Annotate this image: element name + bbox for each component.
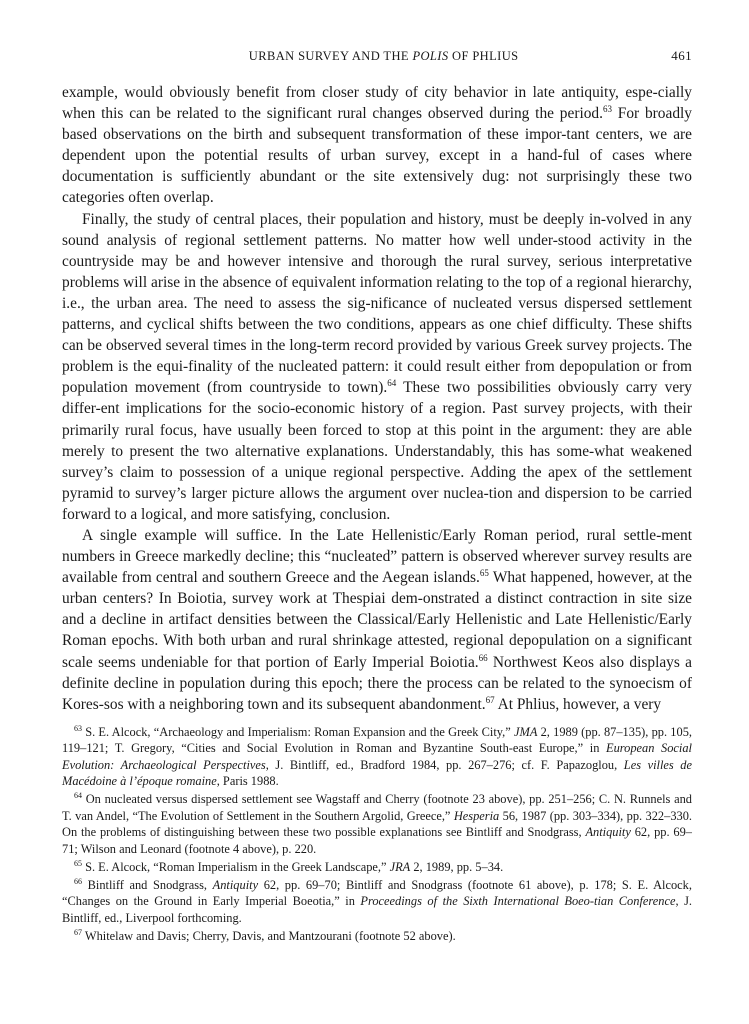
document-page bbox=[62, 48, 692, 946]
footnote-66: $^{66}$ Bintliff and Snodgrass, Antiquity 62, pp. 69–70; Bintliff and Snodgrass (footnote 61 above), p. 178; S. E. Alcock, “Changes on the Ground in Early Imperial Boeotia,” in Proceedings of the Sixth International Boeo-tian Conference, J. Bintliff, ed., Liverpool forthcoming. bbox=[62, 876, 692, 925]
footnote-65: $^{65}$ S. E. Alcock, “Roman Imperialism in the Greek Landscape,” JRA 2, 1989, pp. 5–34. bbox=[74, 858, 504, 874]
paragraph-2: Finally, the study of central places, their population and history, must be deeply in-volved in any sound analysis of regional settlement patterns. No matter how well under-stood activity in the countryside may be and however intensive and thorough the rural survey, serious interpretative problems will arise in the absence of equivalent information relating to the top of a regional hierarchy, i.e., the urban area. The need to assess the sig-nificance of nucleated versus dispersed settlement patterns, and cyclical shifts between the two conditions, appears as one chief difficulty. These shifts can be observed several times in the long-term record provided by various Greek survey projects. The problem is the equi-finality of the nucleated pattern: it could result either from depopulation or from population movement (from countryside to town).$^{64}$ These two possibilities obviously carry very differ-ent implications for the socio-economic history of a region. Past survey projects, with their primarily rural focus, have usually been forced to stop at this point in the argument: they are able merely to present the two alternative explanations. Understandably, this has some-what weakened survey’s claim to possession of a unique regional perspective. Adding the apex of the settlement pyramid to survey’s larger picture allows the argument over nuclea-tion and dispersion to be carried forward to a logical, and more satisfying, conclusion. bbox=[62, 210, 692, 523]
footnotes bbox=[62, 724, 692, 945]
footnote-number: 64 bbox=[74, 791, 82, 801]
footnote-67: $^{67}$ Whitelaw and Davis; Cherry, Davis, and Mantzourani (footnote 52 above). bbox=[74, 927, 456, 943]
footnote-number: 66 bbox=[74, 876, 82, 886]
body-text bbox=[62, 82, 692, 715]
page-number: 461 bbox=[671, 48, 692, 63]
running-title: URBAN SURVEY AND THE POLIS OF PHLIUS bbox=[248, 49, 519, 63]
footnote-ref-64[interactable]: 64 bbox=[387, 378, 397, 389]
paragraph-3: A single example will suffice. In the Late Hellenistic/Early Roman period, rural settle-ment numbers in Greece markedly decline; this “nucleated” pattern is observed wherever survey results are available from central and southern Greece and the Aegean islands.$^{65}$ What happened, however, at the urban centers? In Boiotia, survey work at Thespiai dem-onstrated a distinct contraction in site size and a decline in artifact densities between the Classical/Early Hellenistic and Late Hellenistic/Early Roman epochs. With both urban and rural shrinkage attested, regional depopulation on a significant scale seems undeniable for that portion of Early Imperial Boiotia.$^{66}$ Northwest Keos also displays a definite decline in population during this epoch; there the process can be related to the synoecism of Kores-sos with a neighboring town and its subsequent abandonment.$^{67}$ At Phlius, however, a very bbox=[62, 526, 692, 713]
footnote-63: $^{63}$ S. E. Alcock, “Archaeology and Imperialism: Roman Expansion and the Greek City,” JMA 2, 1989 (pp. 87–135), pp. 105, 119–121; T. Gregory, “Cities and Social Evolution in Roman and Byzantine South-east Europe,” in European Social Evolution: Archaeological Perspectives, J. Bintliff, ed., Bradford 1984, pp. 267–276; cf. F. Papazoglou, Les villes de Macédoine à l’époque romaine, Paris 1988. bbox=[62, 723, 693, 789]
footnote-ref-66[interactable]: 66 bbox=[478, 652, 488, 663]
footnote-64: $^{64}$ On nucleated versus dispersed settlement see Wagstaff and Cherry (footnote 23 above), pp. 251–256; C. N. Runnels and T. van Andel, “The Evolution of Settlement in the Southern Argolid, Greece,” Hesperia 56, 1987 (pp. 303–334), pp. 322–330. On the problems of distinguishing between these two possible explanations see Bintliff and Snodgrass, Antiquity 62, pp. 69–71; Wilson and Leonard (footnote 4 above), p. 220. bbox=[62, 791, 693, 856]
running-header bbox=[62, 48, 692, 70]
footnote-number: 67 bbox=[74, 927, 82, 937]
paragraph-1: example, would obviously benefit from closer study of city behavior in late antiquity, espe-cially when this can be related to the significant rural changes observed during the period.$^{63}$ For broadly based observations on the birth and subsequent transformation of these impor-tant centers, we are dependent upon the potential results of urban survey, except in a hand-ful of cases where documentation is sufficiently abundant or the site extensively dug: not surprisingly these two categories often overlap. bbox=[62, 84, 692, 207]
footnote-ref-67[interactable]: 67 bbox=[485, 694, 495, 705]
footnote-ref-65[interactable]: 65 bbox=[479, 568, 489, 579]
footnote-ref-63[interactable]: 63 bbox=[602, 104, 612, 115]
running-title-italic: POLIS bbox=[412, 49, 449, 63]
footnote-number: 63 bbox=[74, 723, 82, 733]
footnote-number: 65 bbox=[74, 858, 82, 868]
